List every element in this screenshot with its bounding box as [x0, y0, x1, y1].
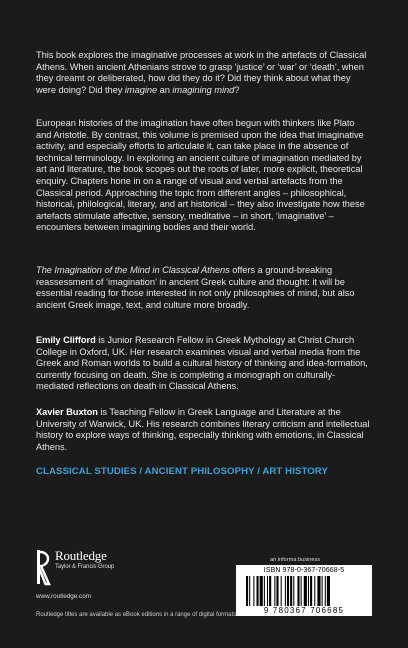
ebook-availability-note: Routledge titles are available as eBook editions in a range of digital formats: [36, 612, 237, 618]
publisher-url[interactable]: www.routledge.com: [36, 593, 91, 600]
editor-bio-text-1: is Junior Research Fellow in Greek Mythology at Christ Church College in Oxford, UK. Her research examines visual and verbal media from the Greek and Roman worlds to build a cultural history of thinking and idea-formation, currently focusing on death. She is completing a monograph on culturally-mediated reflections on death in Classical Athens.: [36, 335, 368, 392]
isbn-barcode-box: [236, 565, 372, 616]
blurb-p2-text: European histories of the imagination have often begun with thinkers like Plato and Aristotle. By contrast, this volume is premised upon the idea that imaginative activity, and especially efforts to articulate it, can take place in the absence of technical terminology. In exploring an ancient culture of imagination mediated by art and literature, the book scopes out the roots of later, more explicit, theoretical enquiry. Chapters hone in on a range of visual and verbal artefacts from the Classical period. Approaching the topic from different angles – philosophical, historical, philological, literary, and art historical – they also investigate how these artefacts stimulate affective, sensory, meditative – in short, ‘imaginative’ – encounters between imagining bodies and their world.: [36, 118, 365, 233]
informa-tagline: an informa business: [270, 557, 321, 563]
blurb-paragraph-3: [36, 265, 372, 311]
barcode-icon: [244, 576, 364, 606]
blurb-p1-end: ?: [234, 84, 240, 95]
editor-bio-1: [36, 335, 372, 393]
blurb-p3-text: offers a ground-breaking reassessment of ‘imagination’ in ancient Greek culture and thought: it will be essential reading for those interested in not only philosophies of mind, but also ancient Greek image, text, and culture more broadly.: [36, 265, 355, 310]
barcode-digits: 9 780367 706685: [263, 606, 345, 615]
blurb-p1-emphasis-imagining-mind: imagining mind: [172, 84, 235, 95]
editor-bio-text-2: is Teaching Fellow in Greek Language and Literature at the University of Warwick, UK. His research combines literary criticism and intellectual history to explore ways of thinking, especially thinking with emotions, in Classical Athens.: [36, 407, 370, 452]
editor-name-1: Emily Clifford: [36, 335, 96, 345]
blurb-p1-text: This book explores the imaginative processes at work in the artefacts of Classical Athens. When ancient Athenians strove to grasp ‘justice’ or ‘war’ or ‘death’, when they dreamt or deliberated, how did they do it? Did they think about what they were doing? Did they: [36, 50, 367, 95]
editor-bio-2: [36, 407, 372, 453]
blurb-paragraph-1: [36, 50, 372, 96]
blurb-p1-emphasis-imagine: imagine: [124, 84, 158, 95]
routledge-r-logo-icon: [36, 548, 52, 588]
publisher-group: Taylor & Francis Group: [55, 564, 115, 570]
blurb-p1-mid: an: [157, 84, 173, 95]
blurb-paragraph-2: [36, 118, 372, 234]
editor-name-2: Xavier Buxton: [36, 407, 98, 417]
publisher-name: Routledge: [55, 548, 107, 563]
book-title-italic: The Imagination of the Mind in Classical Athens: [36, 265, 230, 275]
isbn-label: ISBN 978-0-367-70668-5: [263, 567, 345, 574]
subject-categories: CLASSICAL STUDIES / ANCIENT PHILOSOPHY / ART HISTORY: [36, 466, 328, 477]
publisher-block: [36, 548, 196, 600]
